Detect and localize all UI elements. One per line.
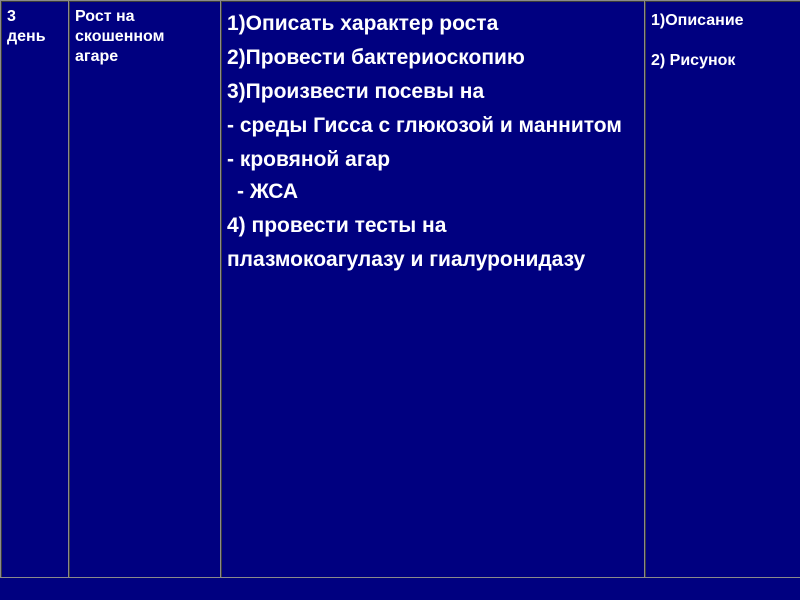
- day-cell: [1, 1, 69, 578]
- object-cell: [69, 1, 221, 578]
- task-item: - кровяной агар: [227, 148, 391, 171]
- table-row: [1, 1, 800, 578]
- task-item: плазмокоагулазу и гиалуронидазу: [227, 248, 586, 271]
- bottom-strip: [0, 578, 800, 600]
- day-number: 3: [7, 8, 16, 25]
- result-item-drawing: 2) Рисунок: [651, 52, 736, 69]
- task-item: - ЖСА: [237, 180, 299, 203]
- object-line-2: скошенном: [75, 28, 165, 45]
- result-cell: [645, 1, 800, 578]
- task-item: 4) провести тесты на: [227, 214, 447, 237]
- task-item: - среды Гисса с глюкозой и маннитом: [227, 114, 622, 137]
- object-line-1: Рост на: [75, 8, 135, 25]
- object-line-3: агаре: [75, 48, 119, 65]
- task-item: 1)Описать характер роста: [227, 12, 499, 35]
- result-item-description: 1)Описание: [651, 12, 744, 29]
- tasks-cell: [221, 1, 645, 578]
- task-item: 3)Произвести посевы на: [227, 80, 485, 103]
- task-item: 2)Провести бактериоскопию: [227, 46, 525, 69]
- day-word: день: [7, 28, 46, 45]
